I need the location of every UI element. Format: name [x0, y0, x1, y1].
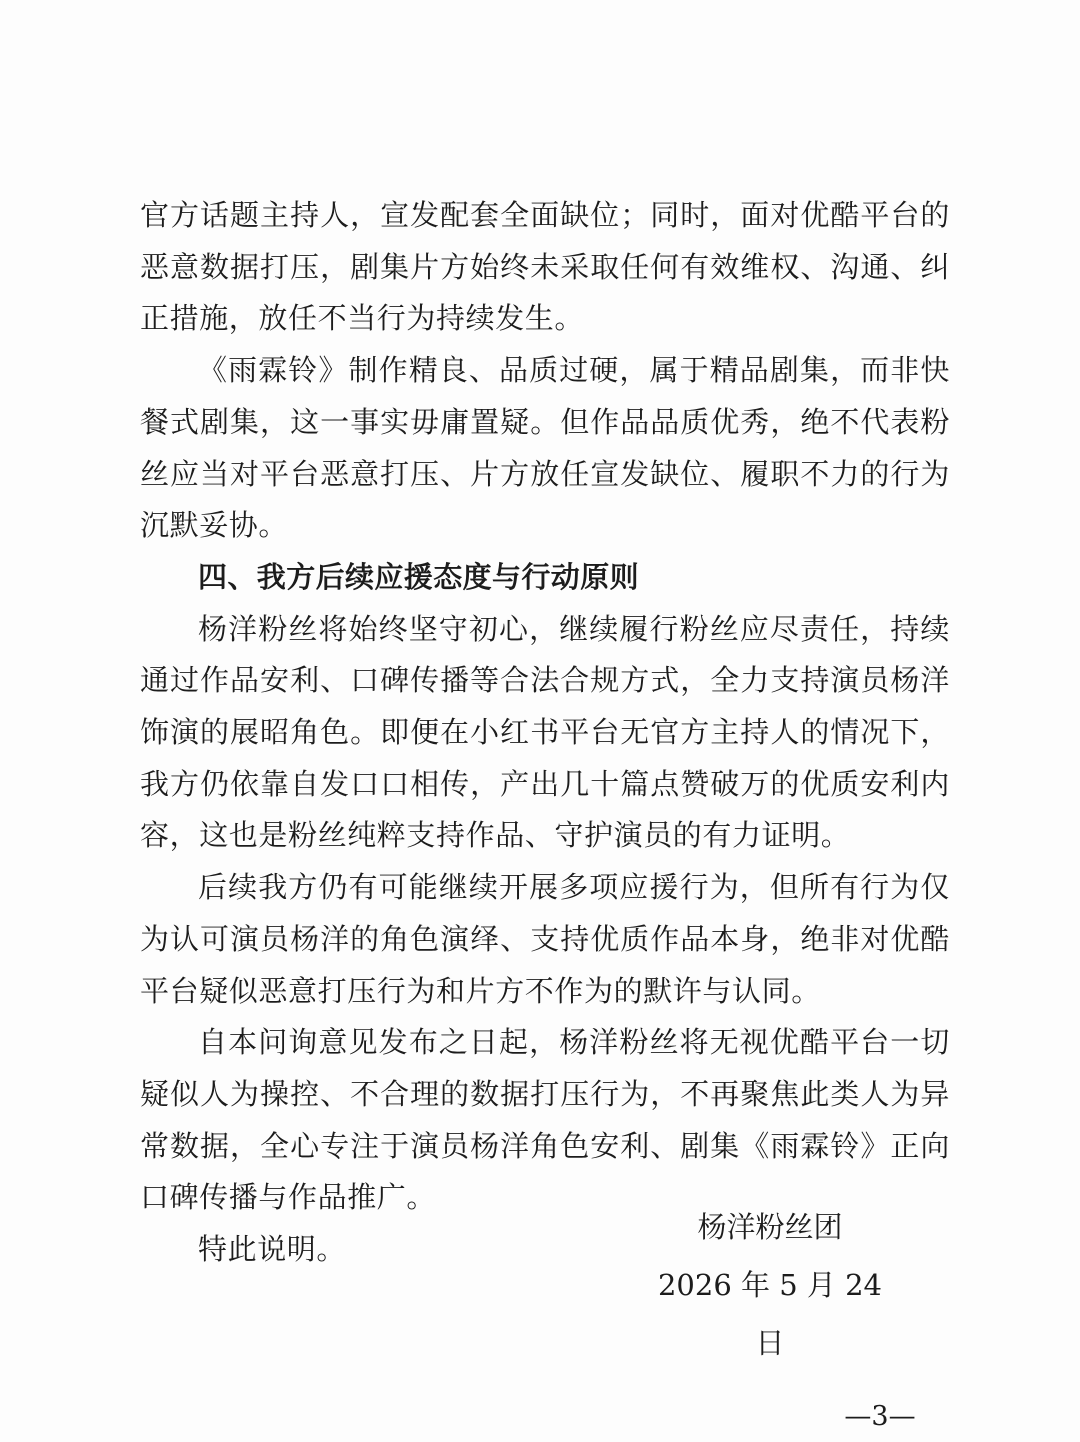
paragraph-ignore-data: 自本问询意见发布之日起，杨洋粉丝将无视优酷平台一切疑似人为操控、不合理的数据打压行为，不再聚焦此类人为异常数据，全心专注于演员杨洋角色安利、剧集《雨霖铃》正向口碑传播与作品推广。: [140, 1025, 950, 1215]
paragraph-future-support: 后续我方仍有可能继续开展多项应援行为，但所有行为仅为认可演员杨洋的角色演绎、支持优质作品本身，绝非对优酷平台疑似恶意打压行为和片方不作为的默许与认同。: [140, 870, 950, 1008]
paragraph-fan-commitment: 杨洋粉丝将始终坚守初心，继续履行粉丝应尽责任，持续通过作品安利、口碑传播等合法合规方式，全力支持演员杨洋饰演的展昭角色。即便在小红书平台无官方主持人的情况下，我方仍依靠自发口口相传，产出几十篇点赞破万的优质安利内容，这也是粉丝纯粹支持作品、守护演员的有力证明。: [140, 611, 950, 853]
document-body: [140, 190, 950, 1276]
signature-block: [640, 1198, 900, 1372]
paragraph-continuation: 官方话题主持人，宣发配套全面缺位；同时，面对优酷平台的恶意数据打压，剧集片方始终未采取任何有效维权、沟通、纠正措施，放任不当行为持续发生。: [140, 198, 950, 336]
section-heading: 四、我方后续应援态度与行动原则: [198, 559, 640, 594]
page-number: —3—: [844, 1401, 916, 1432]
signature-date: 2026 年 5 月 24 日: [657, 1268, 883, 1360]
closing-remark: 特此说明。: [198, 1232, 347, 1267]
paragraph-drama-quality: 《雨霖铃》制作精良、品质过硬，属于精品剧集，而非快餐式剧集，这一事实毋庸置疑。但作品品质优秀，绝不代表粉丝应当对平台恶意打压、片方放任宣发缺位、履职不力的行为沉默妥协。: [140, 353, 950, 543]
signature-organization: 杨洋粉丝团: [697, 1210, 843, 1244]
